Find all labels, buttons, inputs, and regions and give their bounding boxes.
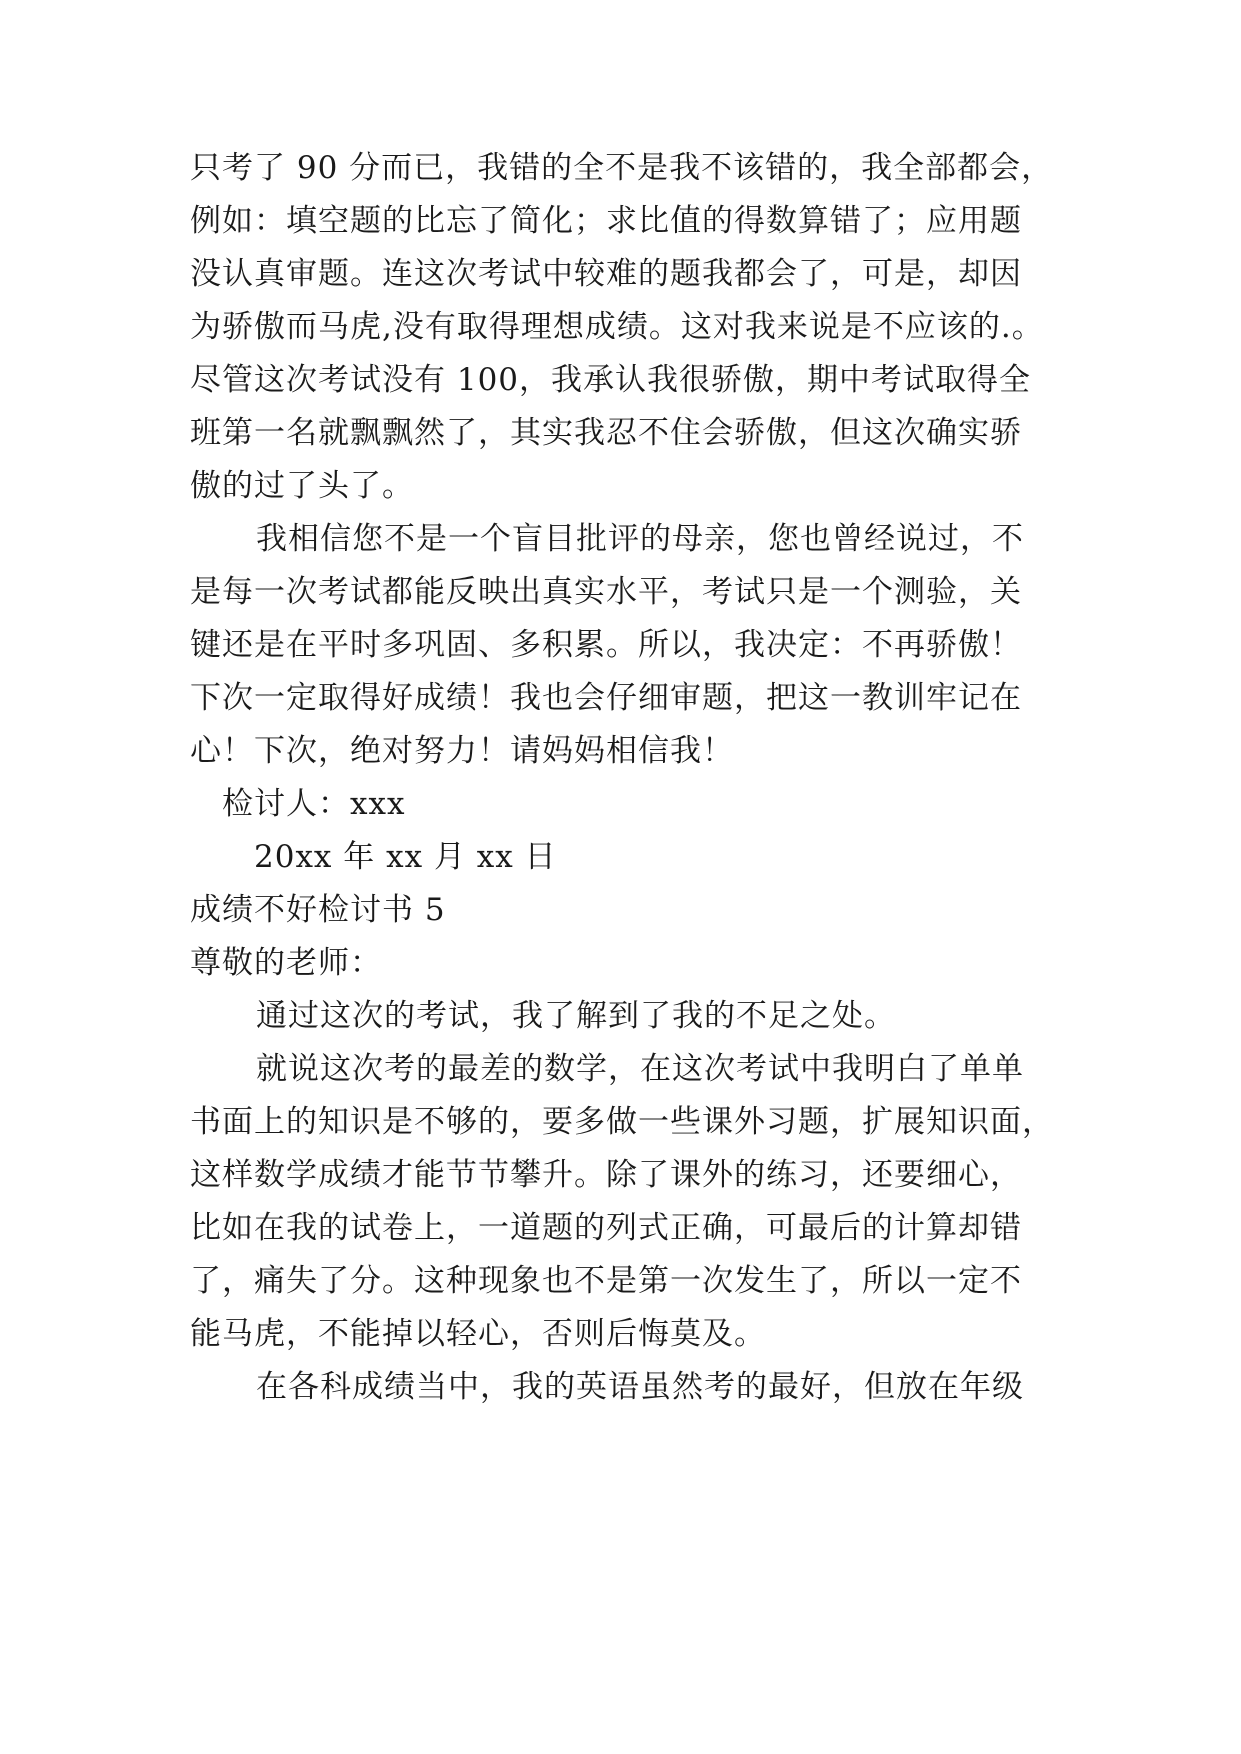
text-line: 班第一名就飘飘然了，其实我忍不住会骄傲，但这次确实骄 [190, 415, 1022, 451]
text-line: 通过这次的考试，我了解到了我的不足之处。 [256, 998, 896, 1034]
text-line: 了，痛失了分。这种现象也不是第一次发生了，所以一定不 [190, 1263, 1022, 1299]
text-line: 在各科成绩当中，我的英语虽然考的最好，但放在年级 [256, 1369, 1024, 1405]
text-line: 为骄傲而马虎,没有取得理想成绩。这对我来说是不应该的.。 [190, 309, 1044, 345]
date: 20xx 年 xx 月 xx 日 [254, 839, 557, 875]
text-line: 我相信您不是一个盲目批评的母亲，您也曾经说过，不 [256, 521, 1024, 557]
text-line: 心！下次，绝对努力！请妈妈相信我！ [190, 733, 734, 769]
text-line: 比如在我的试卷上，一道题的列式正确，可最后的计算却错 [190, 1210, 1022, 1246]
text-line: 例如：填空题的比忘了简化；求比值的得数算错了；应用题 [190, 203, 1022, 239]
text-line: 没认真审题。连这次考试中较难的题我都会了，可是，却因 [190, 256, 1022, 292]
salutation: 尊敬的老师： [190, 945, 382, 981]
text-line: 这样数学成绩才能节节攀升。除了课外的练习，还要细心， [190, 1157, 1022, 1193]
section-title: 成绩不好检讨书 5 [190, 892, 446, 928]
text-line: 能马虎，不能掉以轻心，否则后悔莫及。 [190, 1316, 766, 1352]
text-line: 尽管这次考试没有 100，我承认我很骄傲，期中考试取得全 [190, 362, 1032, 398]
text-line: 书面上的知识是不够的，要多做一些课外习题，扩展知识面， [190, 1104, 1054, 1140]
text-line: 是每一次考试都能反映出真实水平，考试只是一个测验，关 [190, 574, 1022, 610]
text-line: 键还是在平时多巩固、多积累。所以，我决定：不再骄傲！ [190, 627, 1022, 663]
text-line: 下次一定取得好成绩！我也会仔细审题，把这一教训牢记在 [190, 680, 1022, 716]
text-line: 就说这次考的最差的数学，在这次考试中我明白了单单 [256, 1051, 1024, 1087]
signature: 检讨人：xxx [222, 786, 406, 822]
text-line: 傲的过了头了。 [190, 468, 414, 504]
text-line: 只考了 90 分而已，我错的全不是我不该错的，我全部都会， [190, 150, 1054, 186]
